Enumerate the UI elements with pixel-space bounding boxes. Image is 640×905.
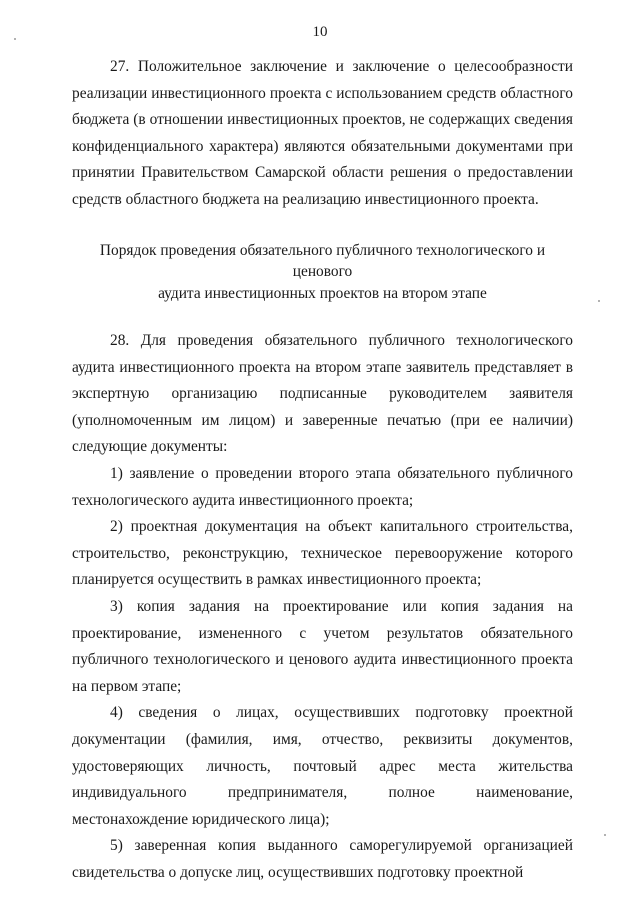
paragraph-27: 27. Положительное заключение и заключение о целесообразности реализации инвестиционного проекта с использованием средств областного бюджета (в отношении инвестиционных проектов, не содержащих сведения конфиденциального характера) являются обязательными документами при принятии Правительством Самарской области решения о предоставлении средств областного бюджета на реализацию инвестиционного проекта. <box>72 58 573 208</box>
scan-speck <box>14 38 16 40</box>
spacer <box>72 304 573 328</box>
document-body <box>72 54 573 887</box>
list-item-5: 5) заверенная копия выданного саморегулируемой организацией свидетельства о допуске лиц, осуществивших подготовку проектной <box>72 837 573 881</box>
section-heading-line-1: Порядок проведения обязательного публичного технологического и ценового <box>99 241 546 281</box>
scan-speck <box>598 300 600 302</box>
paragraph-28: 28. Для проведения обязательного публичного технологического аудита инвестиционного проекта на втором этапе заявитель представляет в экспертную организацию подписанные руководителем заявителя (уполномоченным им лицом) и заверенные печатью (при ее наличии) следующие документы: <box>72 332 573 456</box>
list-item-3: 3) копия задания на проектирование или копия задания на проектирование, измененного с учетом результатов обязательного публичного технологического и ценового аудита инвестиционного проекта на первом этапе; <box>72 598 573 695</box>
section-heading-line-2: аудита инвестиционных проектов на втором этапе <box>158 284 487 302</box>
spacer <box>72 214 573 240</box>
page-number: 10 <box>312 24 328 40</box>
section-heading <box>72 240 573 305</box>
list-item-2: 2) проектная документация на объект капитального строительства, строительство, реконструкцию, техническое перевооружение которого планируется осуществить в рамках инвестиционного проекта; <box>72 518 573 589</box>
scan-speck <box>604 834 606 836</box>
list-item-1: 1) заявление о проведении второго этапа обязательного публичного технологического аудита инвестиционного проекта; <box>72 465 573 509</box>
list-item-4: 4) сведения о лицах, осуществивших подготовку проектной документации (фамилия, имя, отчество, реквизиты документов, удостоверяющих личность, почтовый адрес места жительства индивидуального предпринимателя, полное наименование, местонахождение юридического лица); <box>72 704 573 828</box>
